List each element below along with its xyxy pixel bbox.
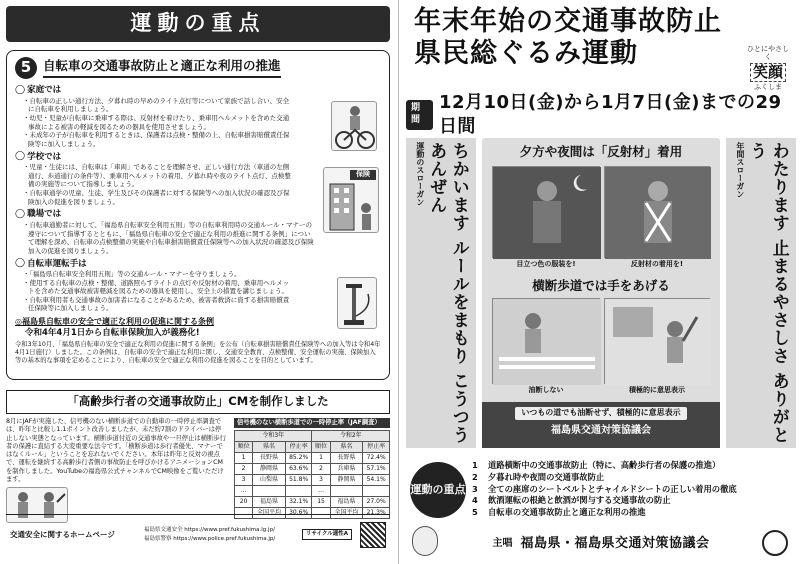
section-heading: 職場では [27, 209, 62, 220]
table-cell [363, 485, 390, 496]
list-item: ・ 自転車通勤者に対して、「福島県自転車安全利用五則」等の自転車利用時の交通ルール・マナーの遵守について指導するとともに、「福島県自転車の安全で適正な利用の推進に関する条例」について理解を深め、自転車の点検整備の実施や自転車損害賠償責任保険等への加入状況の確認及び保険加入の促進を図りましょう。 [23, 221, 315, 255]
table-cell: 32.1% [285, 496, 312, 507]
section-home [15, 85, 381, 148]
title-line: 年末年始の交通事故防止 [414, 6, 722, 37]
slogan-label: 運動のスローガン [415, 142, 425, 206]
key-point-item [472, 495, 796, 507]
table-cell: 福島県 [330, 496, 363, 507]
homepage-footer [6, 514, 390, 554]
slogan-text: わたります 止まるやさしさ ありがとう [746, 142, 789, 444]
poster-headline: 横断歩道では手をあげる [532, 278, 670, 293]
table-cell: 63.6% [285, 464, 312, 475]
left-page [6, 6, 390, 558]
col-header: 停止率 [285, 442, 312, 453]
table-row [235, 474, 390, 485]
insurance-building-illustration [323, 167, 379, 233]
table-cell: 全国平均 [253, 507, 286, 518]
table-cell: 静岡県 [330, 474, 363, 485]
table-cell: 72.4% [363, 453, 390, 464]
homepage-link[interactable]: 福島県警察 https://www.police.pref.fukushima.jp/ [144, 535, 276, 542]
table-cell: 57.1% [363, 464, 390, 475]
period-row [406, 92, 796, 137]
table-cell: 51.8% [285, 474, 312, 485]
list-item: ・ 使用する自転車の点検・整備、道路照らすライトの点灯や反射材の着用、乗車用ヘルメットを含めた交通事故被害軽減を図るための器具を使用し、安全上の措置を講じましょう。 [23, 279, 291, 296]
double-ring-icon: ◎ [15, 317, 22, 327]
table-cell: 長野県 [330, 453, 363, 464]
slogan-left [406, 138, 476, 448]
jaf-table [234, 418, 390, 519]
table-cell: 30.6% [285, 507, 312, 518]
table-cell: 3 [235, 474, 253, 485]
cyclist-illustration [331, 101, 377, 151]
slogan-right [726, 138, 796, 448]
ring-icon: ◯ [15, 209, 26, 220]
tire-pump-icon [338, 278, 378, 330]
table-cell: 85.2% [285, 453, 312, 464]
sponsor-name: 福島県・福島県交通対策協議会 [520, 536, 710, 552]
table-cell: 21.3% [363, 507, 390, 518]
title-line: 県民総ぐるみ運動 [414, 38, 638, 70]
key-point-item [472, 460, 796, 472]
topic-title: 自転車の交通事故防止と適正な利用の推進 [43, 58, 281, 78]
col-group: 令和2年 [312, 431, 390, 442]
poster-caption: 反射材の着用を! [630, 260, 684, 268]
cm-title: 「高齢歩行者の交通事故防止」CMを制作しました [67, 394, 329, 409]
raise-hand-illustration [604, 298, 710, 384]
cm-text: 8月にJAFが実施した、信号機のない横断歩道での自動車の一時停止率調査では、昨年と比較し1.1ポイント改善しましたが、未だ約7割のドライバーは停止しない実態となっています。横断歩道付近の交通事故や一旦停止は横断歩行者の保護に直結する大変重要な法令です。「横断歩道は歩行者優先、マナーではなくルール」ということを忘れないでください。本年は昨年と反対の視点で、運転を継続する高齢歩行者側の事故防止を呼びかけるアニメーションCMを制作しました。YouTubeの福島県公式チャンネルでCM映像をご覧いただけます。 [6, 418, 226, 484]
main-title [414, 6, 744, 71]
qr-code-icon [360, 522, 386, 548]
key-point-text: 全ての座席のシートベルトとチャイルドシートの正しい着用の徹底 [488, 483, 737, 494]
cm-text-block [6, 418, 226, 523]
list-item: ・ 未成年の子が自転車を利用するときは、保護者は点検・整備の上、自転車損害賠償責任保険等に加入しましょう。 [23, 131, 291, 148]
table-cell: 27.0% [363, 496, 390, 507]
logo-text: ふくしま [754, 82, 782, 91]
table-cell: … [312, 485, 330, 496]
pump-illustration [337, 277, 377, 329]
table-cell: 1 [235, 453, 253, 464]
pedestrian-night-icon [493, 167, 601, 259]
list-item: ・ 幼児・児童が自転車に乗車する際は、反射材を着けたり、乗車用ヘルメットを含めた交通事故による被害の軽減を図るための器具を使用させましょう。 [23, 114, 291, 131]
col-header: 順位 [235, 442, 253, 453]
ring-icon: ◯ [15, 151, 26, 162]
logo-text: ひとにやさしく [747, 45, 789, 61]
key-point-number: 3 [472, 483, 478, 494]
table-cell: 福島県 [253, 496, 286, 507]
table-cell: 3 [312, 474, 330, 485]
key-points-list [472, 456, 796, 528]
homepage-link[interactable]: 福島県交通安全 https://www.pref.fukushima.lg.jp/ [144, 527, 275, 534]
table-row [235, 453, 390, 464]
key-point-text: 夕暮れ時や夜間の交通事故防止 [488, 471, 605, 482]
section-heading: 家庭では [27, 85, 62, 96]
key-point-item [472, 472, 796, 484]
recycle-badge: リサイクル適性A [302, 529, 352, 540]
ordinance [15, 317, 381, 366]
list-item: ・ 児童・生徒には、自転車は「車両」であることを理解させ、正しい通行方法（車道の左側通行、歩道通行の条件等）、乗車用ヘルメットの着用、夕暮れ時や夜のライト点灯、点検整備の実施等について指導しましょう。 [23, 163, 291, 189]
key-points-badge: 運動の重点 [410, 462, 466, 518]
poster-footer [482, 402, 720, 448]
col-header: 県名 [330, 442, 363, 453]
table-title: 信号機のない横断歩道での一時停止率（JAF調査） [234, 418, 390, 428]
period-value: 12月10日(金)から1月7日(金)までの29日間 [438, 92, 782, 137]
table-cell [253, 485, 286, 496]
ordinance-text: 令和3年10月、「福島県自転車の安全で適正な利用の促進に関する条例」を公布（自転車損害賠償責任保険等への加入等は令和4年4月1日施行）しました。この条例は、自転車の安全で適正な利用に関し、交通安全教育、点検整備、安全運転の実施、保険加入等の基本的な事項を定めることにより、自転車の安全で適正な利用の促進を図ることを目的としています。 [15, 340, 381, 365]
raised-hand-icon [605, 299, 711, 385]
ring-icon: ◯ [15, 85, 26, 95]
key-point-number: 1 [472, 460, 478, 470]
ordinance-subheading: 令和4年4月1日から自転車保険加入が義務化! [25, 327, 200, 338]
col-header: 停止率 [363, 442, 390, 453]
reflector-illustration [604, 166, 710, 258]
smile-fukushima-logo [746, 45, 790, 91]
key-point-text: 自転車の交通事故防止と適正な利用の推進 [488, 507, 646, 518]
section-heading: 自転車運転手は [27, 258, 87, 269]
col-header: 県名 [253, 442, 286, 453]
slogan-label: 年間スローガン [735, 142, 745, 198]
topic-number: 5 [15, 57, 37, 79]
key-point-text: 飲酒運転の根絶と飲酒が関与する交通事故の防止 [488, 495, 671, 506]
homepage-title: 交通安全に関するホームページ [10, 529, 115, 539]
key-points [406, 456, 796, 528]
table-cell: 長野県 [253, 453, 286, 464]
poster-caption: 目立つ色の服装を! [516, 260, 576, 268]
cm-title-bar [6, 390, 390, 414]
table-cell: 20 [235, 496, 253, 507]
period-tag: 期間 [406, 100, 433, 130]
key-point-item [472, 507, 796, 519]
table-cell: … [235, 485, 253, 496]
table-cell: 兵庫県 [330, 464, 363, 475]
table-cell: 全国平均 [330, 507, 363, 518]
col-header: 順位 [312, 442, 330, 453]
poster-footer-org: 福島県交通対策協議会 [551, 424, 651, 436]
key-point-item [472, 484, 796, 496]
poster-caption: 油断しない [528, 386, 564, 394]
poster-caption: 積極的に意思表示 [629, 386, 685, 394]
poster-headline: 夕方や夜間は「反射材」着用 [519, 144, 683, 159]
table-cell: 54.1% [363, 474, 390, 485]
table-cell [285, 485, 312, 496]
list-item: ・ 自転車の正しい通行方法、夕暮れ時の早めのライト点灯等について家族で話し合い、安全に自転車を利用しましょう。 [23, 97, 291, 114]
ordinance-heading: 福島県自転車の安全で適正な利用の促進に関する条例 [21, 317, 214, 327]
key-point-number: 2 [472, 471, 478, 482]
campaign-poster [482, 138, 720, 448]
table-row [235, 464, 390, 475]
sign-label: 保険 [350, 170, 376, 180]
sponsor-label: 主唱 [492, 538, 513, 550]
dark-clothing-illustration [492, 166, 600, 258]
topic-box [6, 50, 390, 380]
right-page [406, 4, 796, 560]
ring-icon: ◯ [15, 258, 26, 269]
key-point-number: 5 [472, 507, 478, 518]
reflective-vest-icon [605, 167, 711, 259]
key-point-number: 4 [472, 495, 478, 506]
table-cell: 山梨県 [253, 474, 286, 485]
fold-line [398, 0, 399, 564]
logo-mark: 笑顔 [750, 63, 786, 82]
table-cell: 2 [312, 464, 330, 475]
table-cell: 15 [312, 496, 330, 507]
bicycle-icon [332, 102, 378, 152]
section-heading: 学校では [27, 151, 62, 162]
list-item: ・ 自転車利用者も交通事故の加害者になることがあるため、被害者救済に資する損害賠償責任保険等に加入しましょう。 [23, 296, 291, 313]
slogan-text: ちかいます ルールをまもり こうつうあんぜん [426, 142, 469, 444]
topic-heading [15, 57, 381, 79]
table-cell: 2 [235, 464, 253, 475]
sponsor-row [406, 530, 796, 558]
list-item: ・ 自転車通学の児童、生徒、学生及びその保護者に対する保険等への加入状況の確認及び保険加入の促進を図りましょう。 [23, 189, 291, 206]
col-group: 令和3年 [235, 431, 312, 442]
table-cell: 1 [312, 453, 330, 464]
stop-rate-table [234, 430, 390, 518]
prefecture-emblem-icon [762, 530, 788, 556]
key-point-text: 道路横断中の交通事故防止（特に、高齢歩行者の保護の推進） [488, 460, 721, 470]
careless-crossing-illustration [492, 298, 600, 384]
list-item: ・ 「福島県自転車安全利用五則」等の交通ルール・マナーを守りましょう。 [23, 270, 291, 279]
table-cell: 静岡県 [253, 464, 286, 475]
poster-footer-slogan: いつもの道でも油断せず、積極的に意思表示 [515, 407, 686, 420]
table-row [235, 496, 390, 507]
section-cyclist [15, 258, 381, 313]
table-cell [330, 485, 363, 496]
table-row [235, 485, 390, 496]
section-header: 運動の重点 [6, 6, 390, 42]
crosswalk-icon [493, 299, 601, 385]
